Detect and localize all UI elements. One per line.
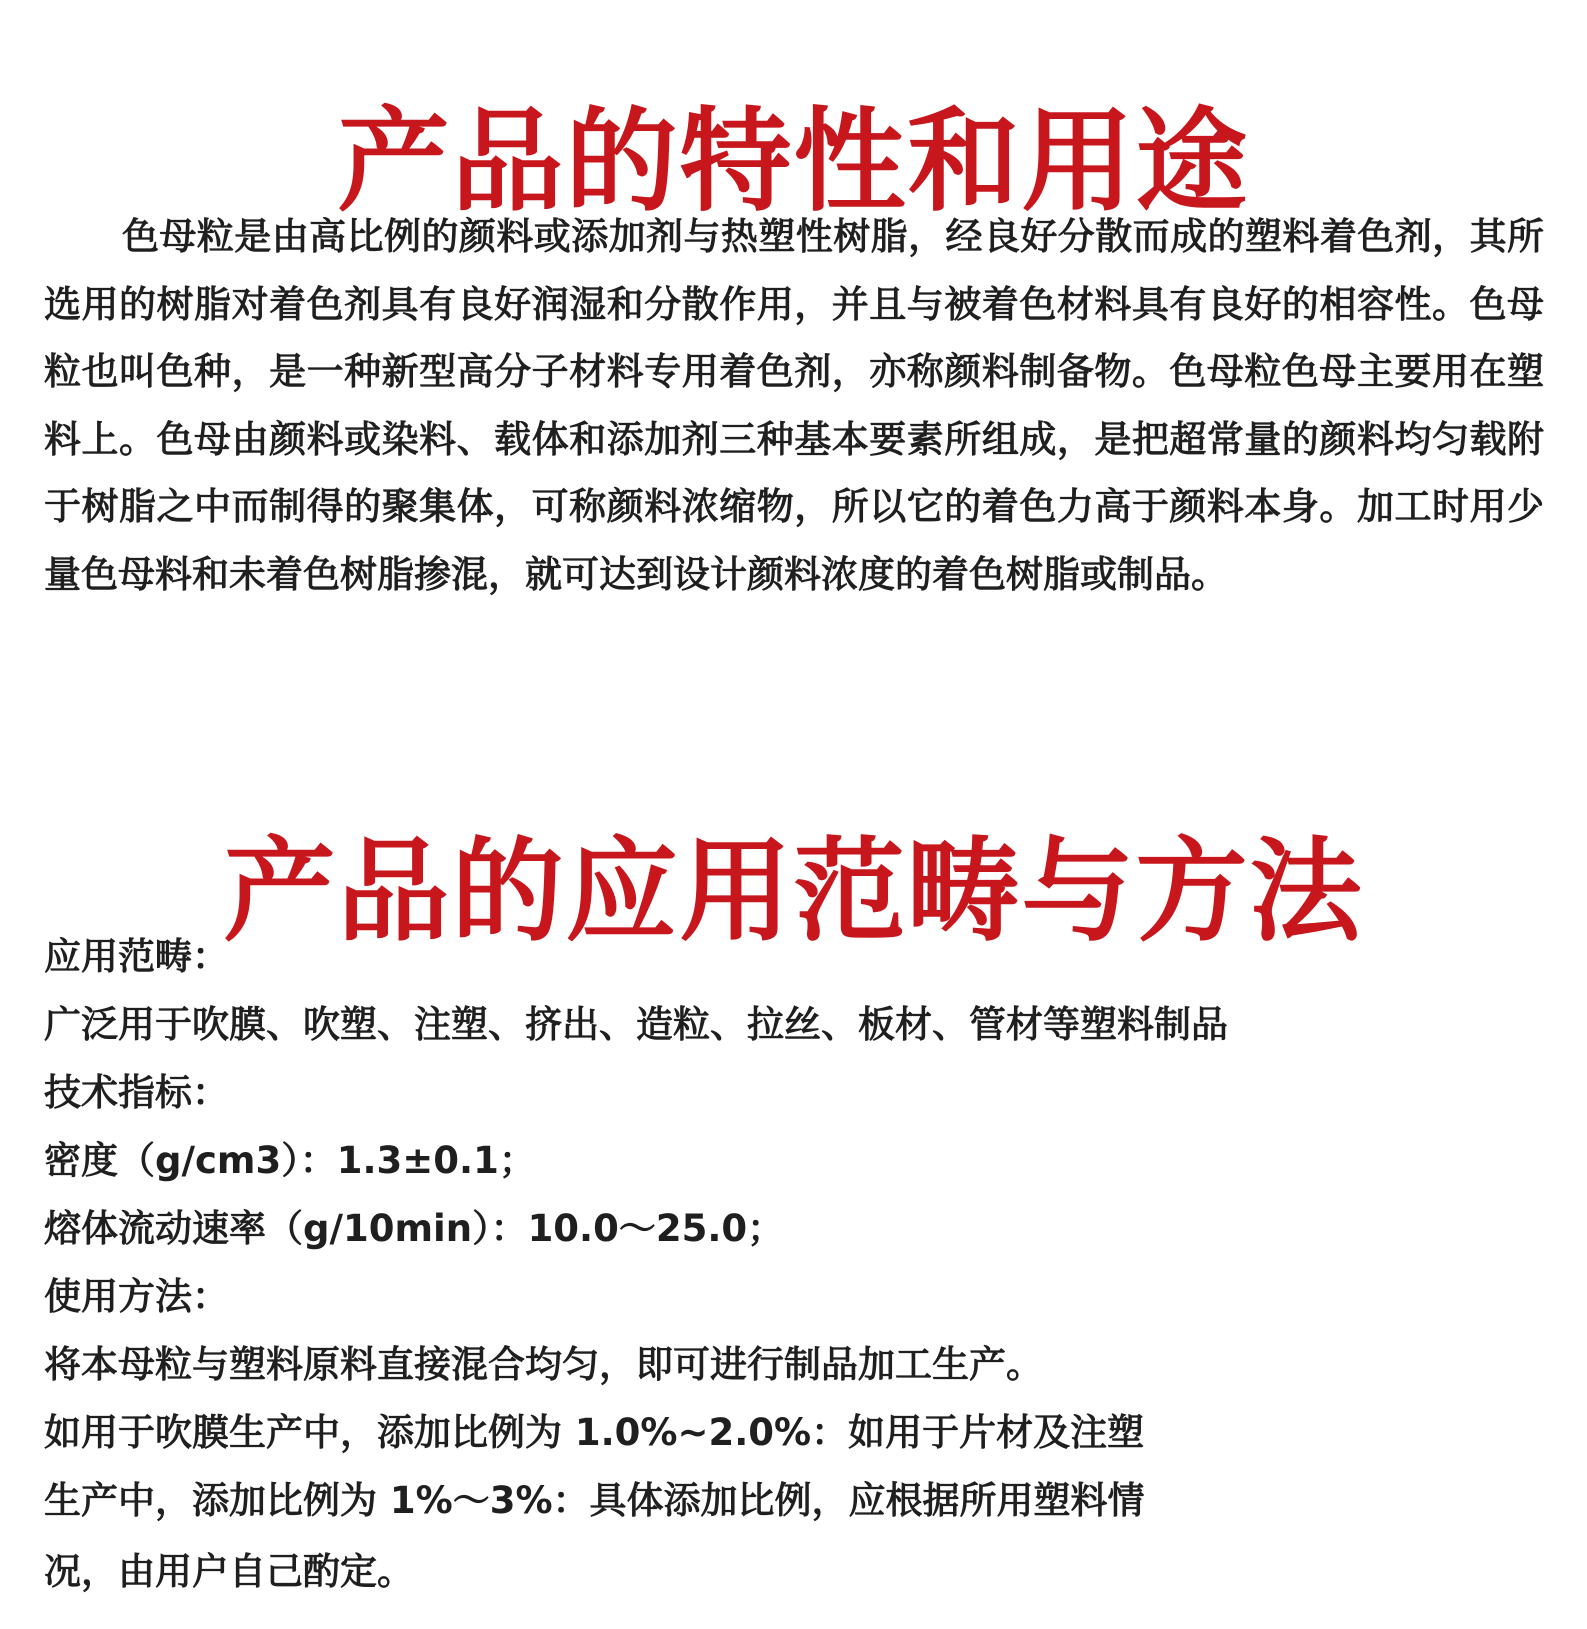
label-application-scope: 应用范畴：	[44, 935, 229, 978]
spec-melt-flow-rate: 熔体流动速率（g/10min）：10.0～25.0；	[44, 1207, 785, 1250]
application-scope-text: 广泛用于吹膜、吹塑、注塑、挤出、造粒、拉丝、板材、管材等塑料制品	[44, 1003, 1228, 1046]
label-technical-specs: 技术指标：	[44, 1071, 229, 1114]
usage-ratio-line-2: 生产中，添加比例为 1%～3%：具体添加比例，应根据所用塑料情	[44, 1479, 1145, 1522]
spec-density: 密度（g/cm3）：1.3±0.1；	[44, 1139, 536, 1182]
section-title-features: 产品的特性和用途	[337, 97, 1250, 228]
usage-ratio-line-1: 如用于吹膜生产中，添加比例为 1.0%~2.0%：如用于片材及注塑	[44, 1411, 1145, 1454]
label-usage-method: 使用方法：	[44, 1275, 229, 1318]
intro-paragraph: 色母粒是由高比例的颜料或添加剂与热塑性树脂，经良好分散而成的塑料着色剂，其所选用的树脂对着色剂具有良好润湿和分散作用，并且与被着色材料具有良好的相容性。色母粒也叫色种，是一种新型高分子材料专用着色剂，亦称颜料制备物。色母粒色母主要用在塑料上。色母由颜料或染料、载体和添加剂三种基本要素所组成，是把超常量的颜料均匀载附于树脂之中而制得的聚集体，可称颜料浓缩物，所以它的着色力高于颜料本身。加工时用少量色母料和未着色树脂掺混，就可达到设计颜料浓度的着色树脂或制品。	[44, 215, 1544, 596]
usage-step-mix: 将本母粒与塑料原料直接混合均匀，即可进行制品加工生产。	[44, 1343, 1043, 1386]
usage-ratio-line-3: 况，由用户自己酌定。	[44, 1550, 414, 1593]
application-details	[44, 923, 1544, 1609]
section-title-application: 产品的应用范畴与方法	[223, 827, 1364, 958]
